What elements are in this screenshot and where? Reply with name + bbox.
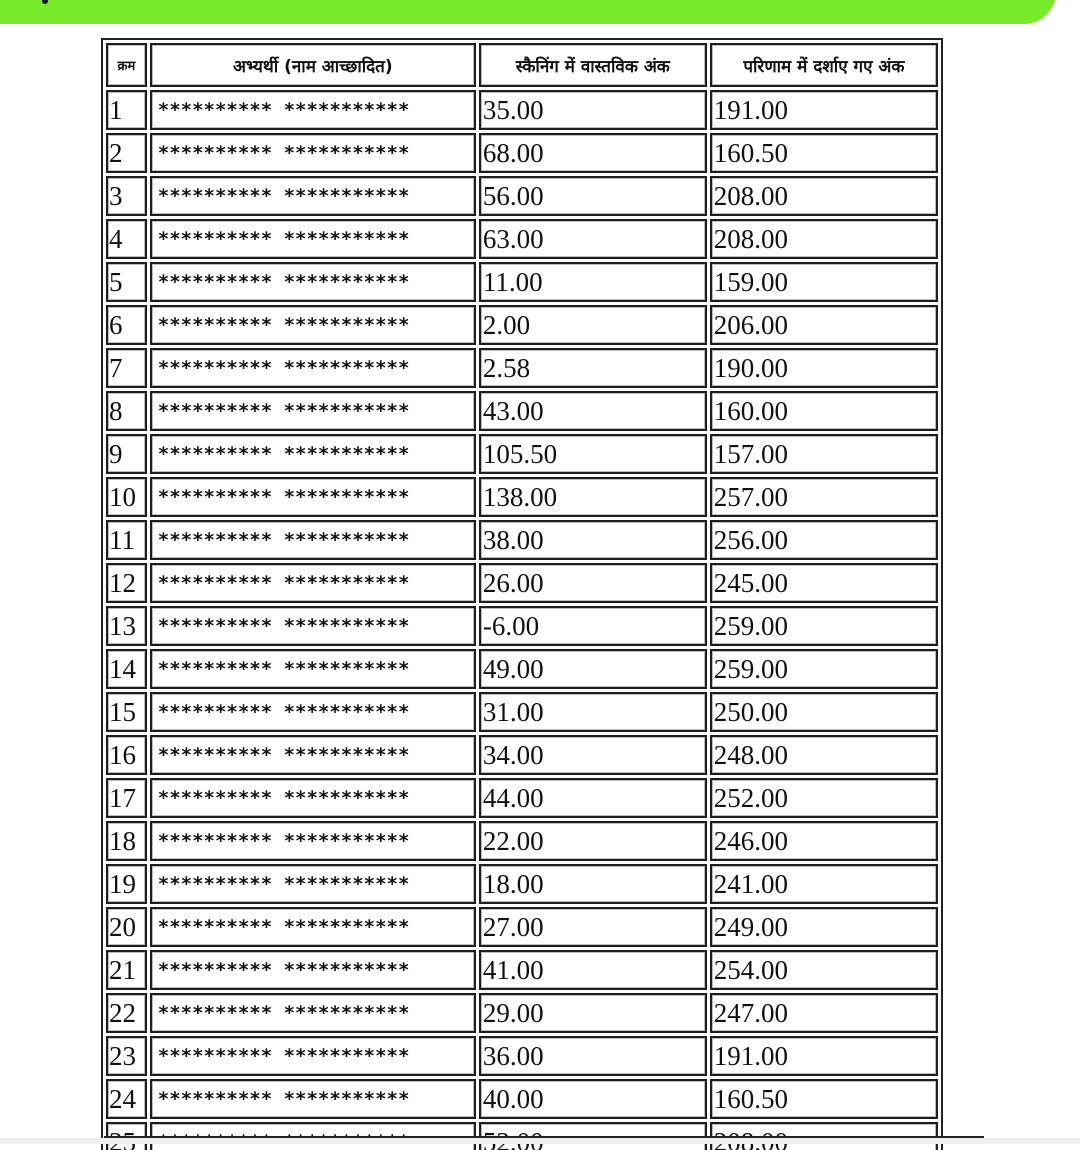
row-candidate-cell: ********** ***********	[150, 262, 476, 302]
row-candidate-cell: ********** ***********	[150, 133, 476, 173]
table-row	[106, 262, 938, 302]
row-actual-marks-cell: 40.00	[479, 1079, 707, 1119]
table-row	[106, 778, 938, 818]
row-shown-marks-cell: 208.00	[710, 176, 938, 216]
row-candidate-cell: ********** ***********	[150, 176, 476, 216]
table-row	[106, 90, 938, 130]
table-row	[106, 821, 938, 861]
row-candidate-cell: ********** ***********	[150, 563, 476, 603]
row-shown-marks-cell: 157.00	[710, 434, 938, 474]
row-sr-cell: 18	[106, 821, 147, 861]
row-sr-cell: 7	[106, 348, 147, 388]
row-sr-cell: 21	[106, 950, 147, 990]
row-shown-marks-cell: 259.00	[710, 606, 938, 646]
bottom-edge	[0, 1138, 1080, 1144]
row-actual-marks-cell: 11.00	[479, 262, 707, 302]
row-actual-marks-cell: 56.00	[479, 176, 707, 216]
row-candidate-cell: ********** ***********	[150, 864, 476, 904]
row-candidate-cell: ********** ***********	[150, 821, 476, 861]
row-shown-marks-cell: 252.00	[710, 778, 938, 818]
row-candidate-cell: ********** ***********	[150, 907, 476, 947]
row-sr-cell: 4	[106, 219, 147, 259]
row-actual-marks-cell: 35.00	[479, 90, 707, 130]
row-actual-marks-cell: 63.00	[479, 219, 707, 259]
row-shown-marks-cell: 160.00	[710, 391, 938, 431]
row-candidate-cell: ********** ***********	[150, 993, 476, 1033]
row-sr-cell: 19	[106, 864, 147, 904]
row-sr-cell: 9	[106, 434, 147, 474]
row-shown-marks-cell: 241.00	[710, 864, 938, 904]
row-sr-cell: 23	[106, 1036, 147, 1076]
table-row	[106, 305, 938, 345]
row-actual-marks-cell: 68.00	[479, 133, 707, 173]
table-row	[106, 348, 938, 388]
row-sr-cell: 14	[106, 649, 147, 689]
row-candidate-cell: ********** ***********	[150, 1079, 476, 1119]
row-actual-marks-cell: 29.00	[479, 993, 707, 1033]
row-shown-marks-cell: 256.00	[710, 520, 938, 560]
table-row	[106, 563, 938, 603]
banner-mark	[42, 0, 48, 4]
row-candidate-cell: ********** ***********	[150, 520, 476, 560]
row-sr-cell: 8	[106, 391, 147, 431]
table-row	[106, 219, 938, 259]
header-row	[106, 43, 938, 87]
row-candidate-cell: ********** ***********	[150, 735, 476, 775]
table-row	[106, 692, 938, 732]
row-sr-cell: 20	[106, 907, 147, 947]
marks-comparison-table	[101, 38, 943, 1150]
row-actual-marks-cell: 43.00	[479, 391, 707, 431]
row-actual-marks-cell: -6.00	[479, 606, 707, 646]
row-actual-marks-cell: 105.50	[479, 434, 707, 474]
row-sr-cell: 12	[106, 563, 147, 603]
row-shown-marks-cell: 191.00	[710, 1036, 938, 1076]
row-candidate-cell: ********** ***********	[150, 434, 476, 474]
table-row	[106, 477, 938, 517]
table-row	[106, 735, 938, 775]
row-candidate-cell: ********** ***********	[150, 692, 476, 732]
row-shown-marks-cell: 247.00	[710, 993, 938, 1033]
row-sr-cell: 10	[106, 477, 147, 517]
row-actual-marks-cell: 41.00	[479, 950, 707, 990]
table-row	[106, 606, 938, 646]
row-sr-cell: 13	[106, 606, 147, 646]
row-actual-marks-cell: 26.00	[479, 563, 707, 603]
row-sr-cell: 17	[106, 778, 147, 818]
row-actual-marks-cell: 38.00	[479, 520, 707, 560]
row-sr-cell: 2	[106, 133, 147, 173]
row-candidate-cell: ********** ***********	[150, 649, 476, 689]
row-sr-cell: 6	[106, 305, 147, 345]
row-shown-marks-cell: 160.50	[710, 133, 938, 173]
row-shown-marks-cell: 159.00	[710, 262, 938, 302]
row-candidate-cell: ********** ***********	[150, 606, 476, 646]
row-sr-cell: 11	[106, 520, 147, 560]
table-row	[106, 649, 938, 689]
row-actual-marks-cell: 36.00	[479, 1036, 707, 1076]
header-actual-marks: स्कैनिंग में वास्तविक अंक	[479, 43, 707, 87]
row-sr-cell: 1	[106, 90, 147, 130]
row-actual-marks-cell: 27.00	[479, 907, 707, 947]
table-row	[106, 1079, 938, 1119]
row-sr-cell: 15	[106, 692, 147, 732]
row-actual-marks-cell: 49.00	[479, 649, 707, 689]
marks-table	[103, 40, 941, 1150]
row-shown-marks-cell: 254.00	[710, 950, 938, 990]
row-candidate-cell: ********** ***********	[150, 950, 476, 990]
row-sr-cell: 3	[106, 176, 147, 216]
row-shown-marks-cell: 248.00	[710, 735, 938, 775]
table-row	[106, 907, 938, 947]
row-shown-marks-cell: 190.00	[710, 348, 938, 388]
row-actual-marks-cell: 138.00	[479, 477, 707, 517]
row-shown-marks-cell: 191.00	[710, 90, 938, 130]
row-actual-marks-cell: 34.00	[479, 735, 707, 775]
header-candidate: अभ्यर्थी (नाम आच्छादित)	[150, 43, 476, 87]
row-candidate-cell: ********** ***********	[150, 391, 476, 431]
row-candidate-cell: ********** ***********	[150, 348, 476, 388]
row-shown-marks-cell: 246.00	[710, 821, 938, 861]
row-sr-cell: 22	[106, 993, 147, 1033]
row-candidate-cell: ********** ***********	[150, 778, 476, 818]
table-row	[106, 133, 938, 173]
row-actual-marks-cell: 44.00	[479, 778, 707, 818]
row-actual-marks-cell: 2.58	[479, 348, 707, 388]
table-row	[106, 1036, 938, 1076]
table-row	[106, 864, 938, 904]
header-shown-marks: परिणाम में दर्शाए गए अंक	[710, 43, 938, 87]
row-candidate-cell: ********** ***********	[150, 1036, 476, 1076]
row-actual-marks-cell: 2.00	[479, 305, 707, 345]
table-row	[106, 391, 938, 431]
row-shown-marks-cell: 160.50	[710, 1079, 938, 1119]
row-actual-marks-cell: 31.00	[479, 692, 707, 732]
row-shown-marks-cell: 249.00	[710, 907, 938, 947]
row-sr-cell: 16	[106, 735, 147, 775]
row-shown-marks-cell: 257.00	[710, 477, 938, 517]
table-row	[106, 176, 938, 216]
row-actual-marks-cell: 18.00	[479, 864, 707, 904]
header-sr: क्रम	[106, 43, 147, 87]
row-shown-marks-cell: 208.00	[710, 219, 938, 259]
row-shown-marks-cell: 245.00	[710, 563, 938, 603]
table-body	[106, 90, 938, 1150]
row-actual-marks-cell: 22.00	[479, 821, 707, 861]
row-candidate-cell: ********** ***********	[150, 305, 476, 345]
green-header-banner	[0, 0, 1056, 24]
table-row	[106, 520, 938, 560]
table-row	[106, 993, 938, 1033]
table-row	[106, 434, 938, 474]
row-sr-cell: 5	[106, 262, 147, 302]
table-row	[106, 950, 938, 990]
table-header	[106, 43, 938, 87]
row-candidate-cell: ********** ***********	[150, 90, 476, 130]
row-sr-cell: 24	[106, 1079, 147, 1119]
row-shown-marks-cell: 206.00	[710, 305, 938, 345]
row-candidate-cell: ********** ***********	[150, 219, 476, 259]
row-shown-marks-cell: 250.00	[710, 692, 938, 732]
row-shown-marks-cell: 259.00	[710, 649, 938, 689]
row-candidate-cell: ********** ***********	[150, 477, 476, 517]
